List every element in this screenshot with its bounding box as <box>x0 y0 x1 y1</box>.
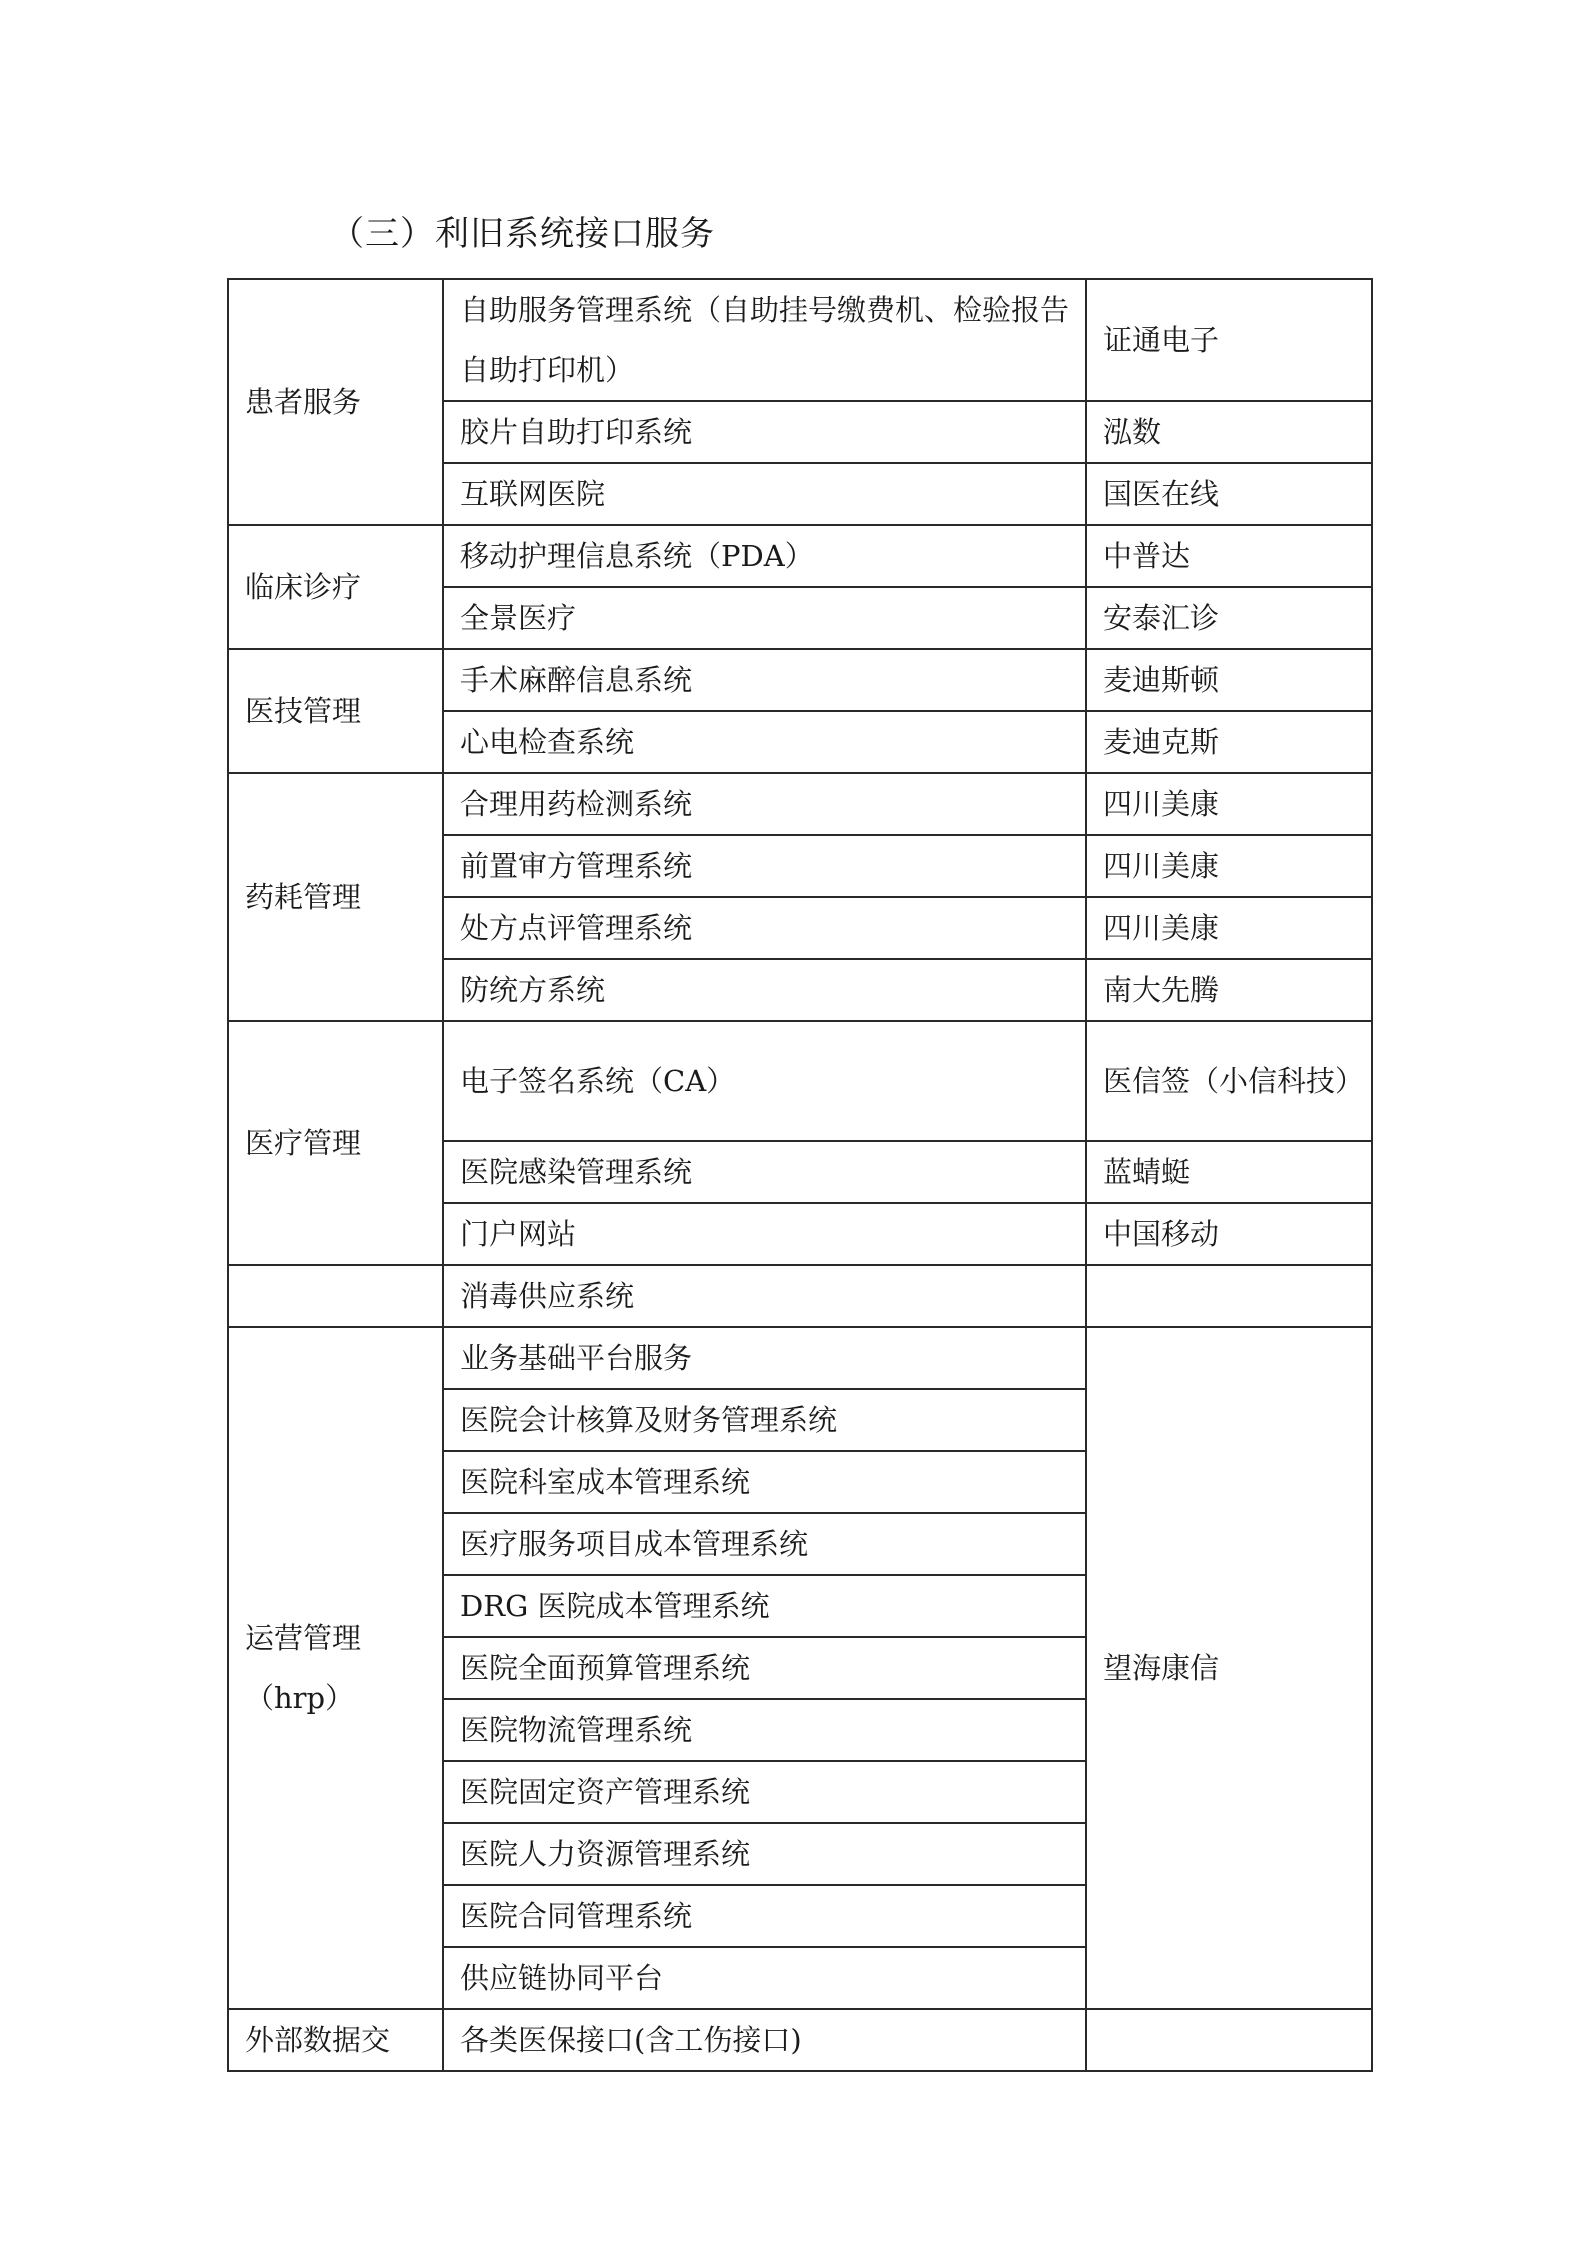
system-cell: DRG 医院成本管理系统 <box>443 1575 1086 1637</box>
vendor-cell: 证通电子 <box>1086 279 1372 401</box>
vendor-cell <box>1086 1265 1372 1327</box>
vendor-cell: 国医在线 <box>1086 463 1372 525</box>
table-row <box>228 1327 1372 1389</box>
system-cell: 医院科室成本管理系统 <box>443 1451 1086 1513</box>
system-cell: 门户网站 <box>443 1203 1086 1265</box>
table-row <box>228 773 1372 835</box>
legacy-system-interface-table <box>227 278 1373 2072</box>
system-cell: 医院会计核算及财务管理系统 <box>443 1389 1086 1451</box>
system-cell: 互联网医院 <box>443 463 1086 525</box>
system-cell: 业务基础平台服务 <box>443 1327 1086 1389</box>
vendor-cell: 南大先腾 <box>1086 959 1372 1021</box>
table-row <box>228 525 1372 587</box>
system-cell: 供应链协同平台 <box>443 1947 1086 2009</box>
table-row <box>228 649 1372 711</box>
system-cell: 医疗服务项目成本管理系统 <box>443 1513 1086 1575</box>
table-row <box>228 1021 1372 1141</box>
system-cell: 消毒供应系统 <box>443 1265 1086 1327</box>
category-cell: 医疗管理 <box>228 1021 443 1265</box>
system-cell: 全景医疗 <box>443 587 1086 649</box>
system-cell: 移动护理信息系统（PDA） <box>443 525 1086 587</box>
category-line: （hrp） <box>245 1681 355 1715</box>
system-cell: 手术麻醉信息系统 <box>443 649 1086 711</box>
table-row <box>228 279 1372 401</box>
category-cell: 临床诊疗 <box>228 525 443 649</box>
category-line: 运营管理 <box>245 1621 362 1655</box>
table-row <box>228 1265 1372 1327</box>
vendor-cell: 安泰汇诊 <box>1086 587 1372 649</box>
vendor-cell: 四川美康 <box>1086 835 1372 897</box>
system-cell: 医院合同管理系统 <box>443 1885 1086 1947</box>
system-cell: 自助服务管理系统（自助挂号缴费机、检验报告自助打印机） <box>443 279 1086 401</box>
system-cell: 医院感染管理系统 <box>443 1141 1086 1203</box>
vendor-cell: 中普达 <box>1086 525 1372 587</box>
vendor-cell: 麦迪克斯 <box>1086 711 1372 773</box>
vendor-cell <box>1086 2009 1372 2071</box>
table-row <box>228 2009 1372 2071</box>
category-cell: 医技管理 <box>228 649 443 773</box>
system-cell: 处方点评管理系统 <box>443 897 1086 959</box>
system-cell: 防统方系统 <box>443 959 1086 1021</box>
system-cell: 胶片自助打印系统 <box>443 401 1086 463</box>
vendor-cell: 望海康信 <box>1086 1327 1372 2009</box>
vendor-cell: 中国移动 <box>1086 1203 1372 1265</box>
category-cell <box>228 1265 443 1327</box>
category-cell: 患者服务 <box>228 279 443 525</box>
category-cell: 药耗管理 <box>228 773 443 1021</box>
system-cell: 各类医保接口(含工伤接口) <box>443 2009 1086 2071</box>
system-cell: 前置审方管理系统 <box>443 835 1086 897</box>
vendor-cell: 医信签（小信科技） <box>1086 1021 1372 1141</box>
vendor-cell: 麦迪斯顿 <box>1086 649 1372 711</box>
category-cell: 外部数据交 <box>228 2009 443 2071</box>
vendor-cell: 蓝蜻蜓 <box>1086 1141 1372 1203</box>
category-cell <box>228 1327 443 2009</box>
system-cell: 医院物流管理系统 <box>443 1699 1086 1761</box>
vendor-cell: 四川美康 <box>1086 773 1372 835</box>
system-cell: 医院固定资产管理系统 <box>443 1761 1086 1823</box>
vendor-cell: 泓数 <box>1086 401 1372 463</box>
system-cell: 医院全面预算管理系统 <box>443 1637 1086 1699</box>
system-cell: 电子签名系统（CA） <box>443 1021 1086 1141</box>
system-cell: 心电检查系统 <box>443 711 1086 773</box>
system-cell: 合理用药检测系统 <box>443 773 1086 835</box>
section-heading: （三）利旧系统接口服务 <box>330 214 715 254</box>
vendor-cell: 四川美康 <box>1086 897 1372 959</box>
system-cell: 医院人力资源管理系统 <box>443 1823 1086 1885</box>
